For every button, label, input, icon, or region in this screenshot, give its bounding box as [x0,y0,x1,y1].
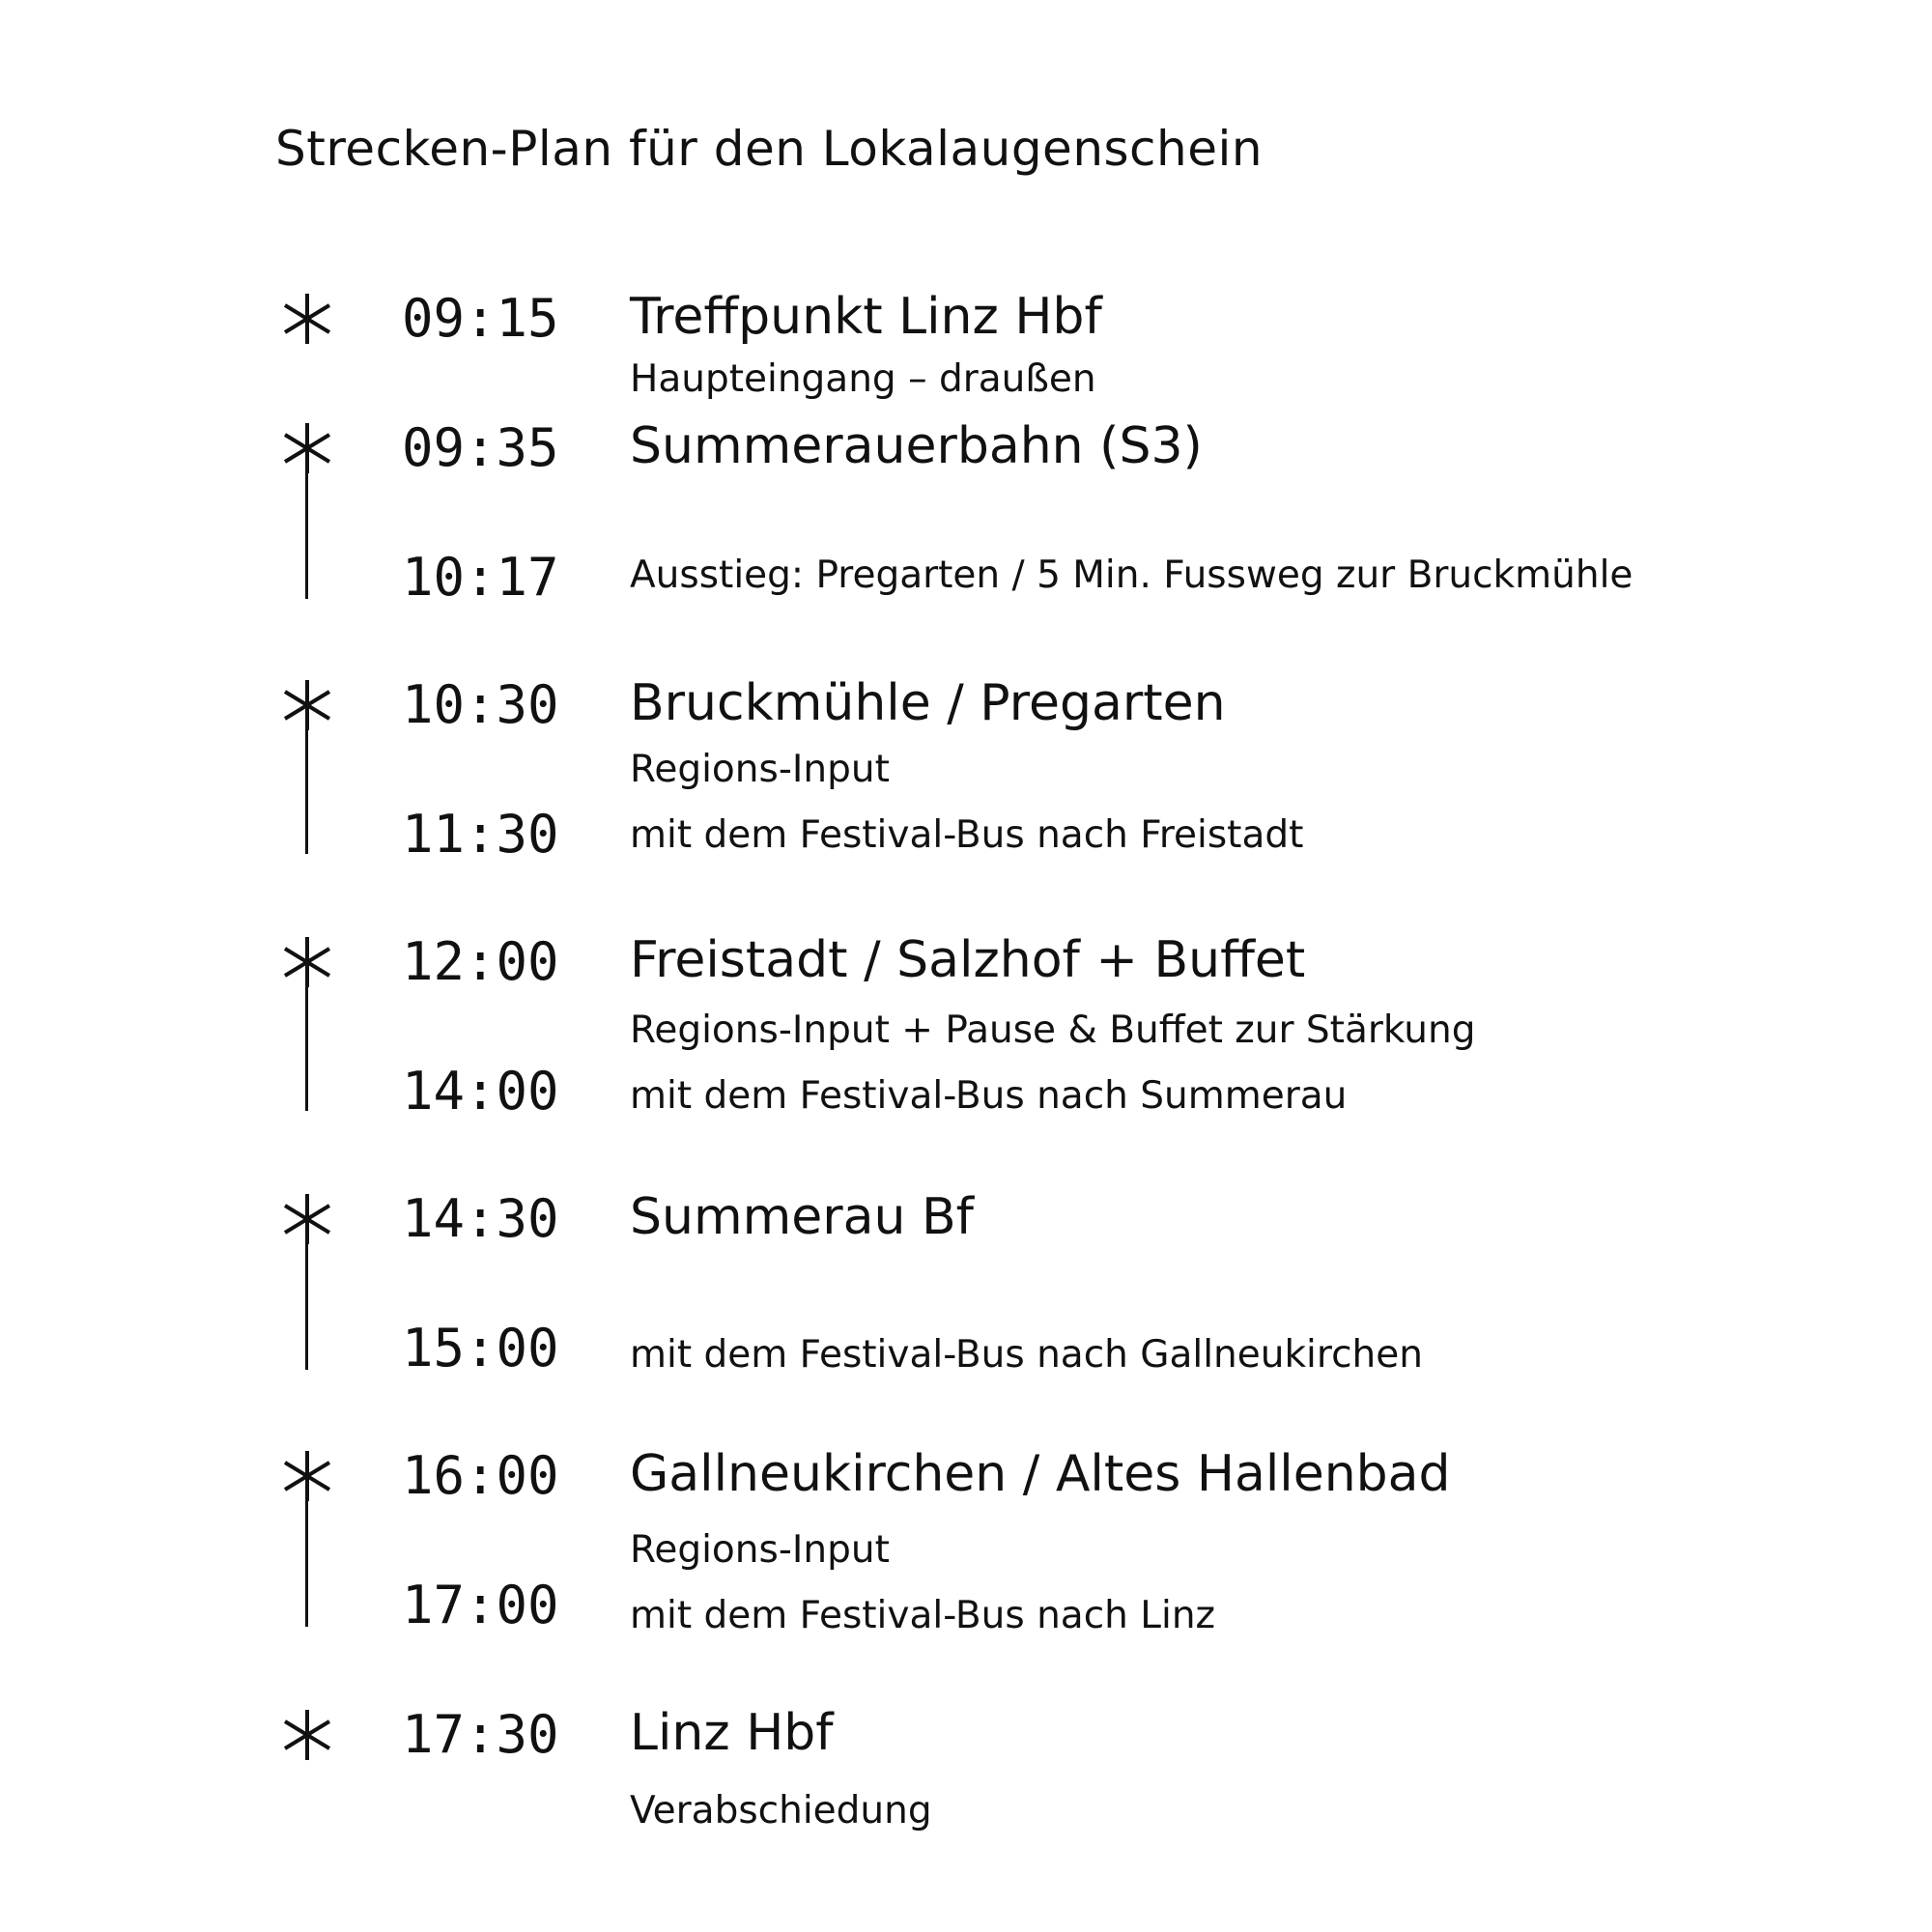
stop-subtitle: Regions-Input [630,1528,890,1572]
stop-heading: Linz Hbf [630,1704,834,1762]
stop-subtitle: Regions-Input + Pause & Buffet zur Stärkung [630,1009,1476,1052]
stop-time: 12:00 [402,931,559,992]
stop-subtitle: Verabschiedung [630,1789,932,1833]
stop-end-time: 15:00 [402,1318,559,1378]
route-line [305,721,308,854]
route-line [305,1492,308,1627]
stop-heading: Summerauerbahn (S3) [630,417,1203,475]
stop-end-text: mit dem Festival-Bus nach Summerau [630,1074,1348,1118]
page-title: Strecken-Plan für den Lokalaugenschein [275,121,1264,177]
stop-time: 16:00 [402,1445,559,1506]
stop-end-text: mit dem Festival-Bus nach Freistadt [630,813,1304,857]
asterisk-icon [280,292,334,346]
route-line [305,978,308,1111]
stop-time: 14:30 [402,1188,559,1249]
stop-end-text: Ausstieg: Pregarten / 5 Min. Fussweg zur Bruckmühle [630,554,1634,597]
stop-subtitle: Regions-Input [630,748,890,791]
stop-time: 09:35 [402,417,559,478]
stop-end-text: mit dem Festival-Bus nach Gallneukirchen [630,1333,1423,1377]
stop-end-text: mit dem Festival-Bus nach Linz [630,1594,1216,1637]
stop-end-time: 10:17 [402,547,559,608]
stop-end-time: 14:00 [402,1061,559,1122]
stop-heading: Summerau Bf [630,1188,974,1246]
stop-heading: Treffpunkt Linz Hbf [630,288,1102,346]
stop-heading: Freistadt / Salzhof + Buffet [630,931,1306,989]
stop-end-time: 17:00 [402,1575,559,1635]
stop-heading: Bruckmühle / Pregarten [630,674,1226,732]
stop-subtitle: Haupteingang – draußen [630,357,1096,401]
route-line [305,464,308,599]
stop-time: 09:15 [402,288,559,349]
stop-time: 17:30 [402,1704,559,1765]
asterisk-icon [280,1708,334,1762]
stop-end-time: 11:30 [402,804,559,865]
route-line [305,1235,308,1370]
stop-heading: Gallneukirchen / Altes Hallenbad [630,1445,1451,1503]
stop-time: 10:30 [402,674,559,735]
